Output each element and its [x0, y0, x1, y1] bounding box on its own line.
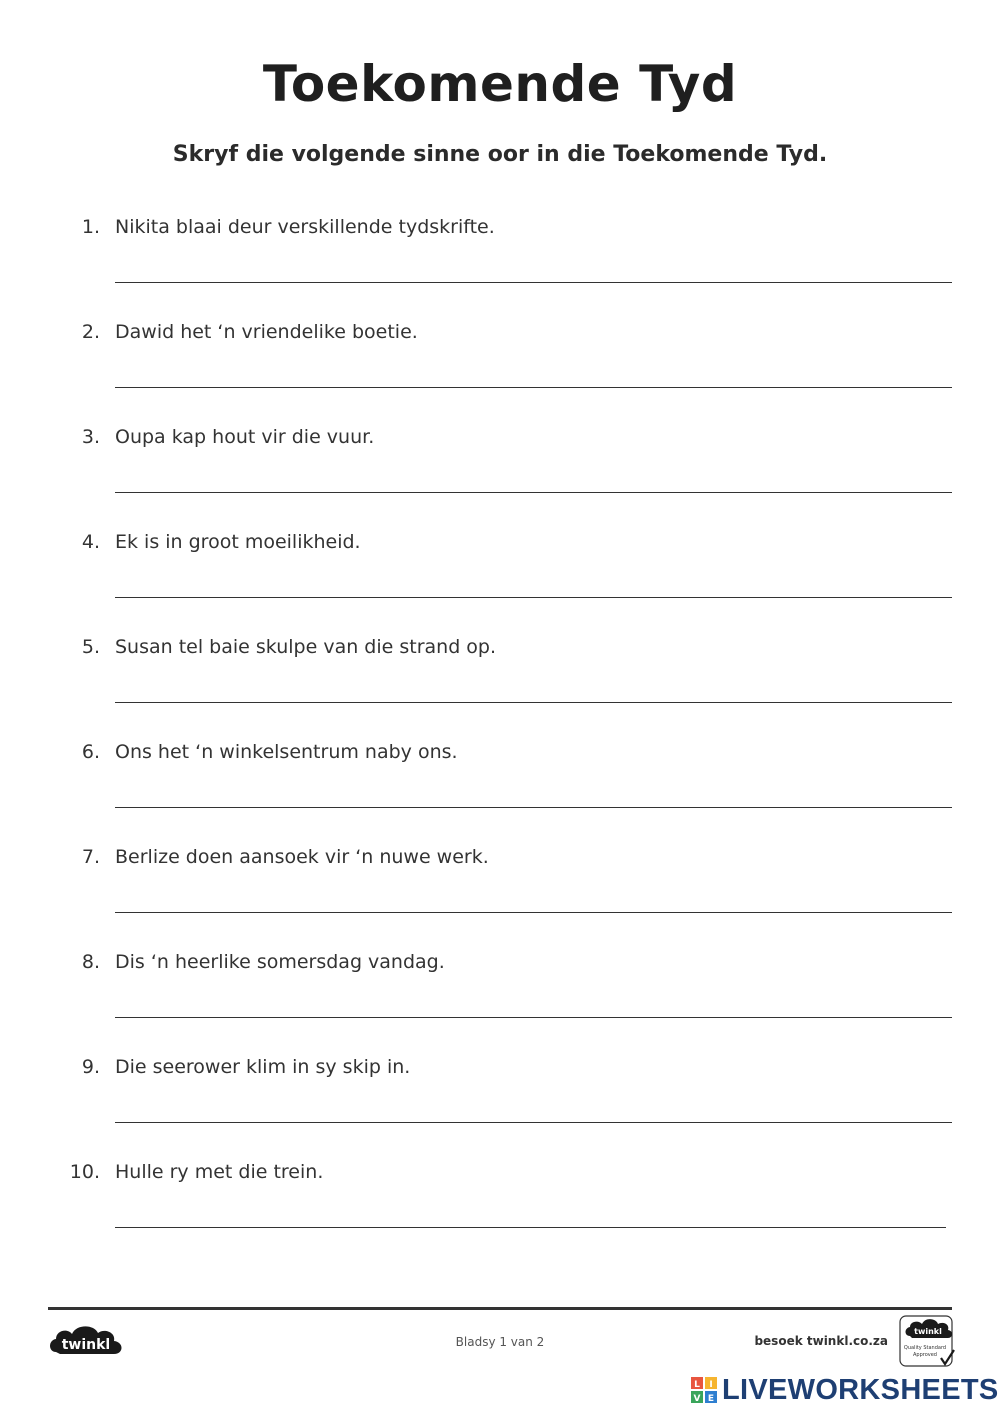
- question-number: 6.: [81, 741, 100, 763]
- question-item: [0, 633, 1000, 738]
- answer-line[interactable]: [115, 1017, 952, 1018]
- question-item: [0, 213, 1000, 318]
- question-item: [0, 1053, 1000, 1158]
- question-item: [0, 738, 1000, 843]
- question-item: [0, 318, 1000, 423]
- question-item: [0, 948, 1000, 1053]
- question-text: Dawid het ‘n vriendelike boetie.: [115, 321, 418, 343]
- answer-line[interactable]: [115, 387, 952, 388]
- quality-badge: [898, 1314, 956, 1370]
- question-item: [0, 528, 1000, 633]
- answer-line[interactable]: [115, 702, 952, 703]
- question-number: 2.: [81, 321, 100, 343]
- question-item: [0, 423, 1000, 528]
- twinkl-logo: [46, 1320, 126, 1362]
- page-title: Toekomende Tyd: [262, 55, 738, 113]
- question-text: Ek is in groot moeilikheid.: [115, 531, 361, 553]
- question-number: 8.: [81, 951, 100, 973]
- answer-line[interactable]: [115, 912, 952, 913]
- question-number: 9.: [81, 1056, 100, 1078]
- answer-line[interactable]: [115, 1122, 952, 1123]
- question-text: Hulle ry met die trein.: [115, 1161, 324, 1183]
- badge-brand: twinkl: [914, 1327, 942, 1336]
- question-text: Oupa kap hout vir die vuur.: [115, 426, 375, 448]
- svg-text:I: I: [709, 1380, 713, 1390]
- answer-line[interactable]: [115, 282, 952, 283]
- svg-text:L: L: [694, 1380, 700, 1390]
- answer-line[interactable]: [115, 597, 952, 598]
- answer-line[interactable]: [115, 1227, 946, 1228]
- question-text: Nikita blaai deur verskillende tydskrifte.: [115, 216, 495, 238]
- liveworksheets-text: LIVEWORKSHEETS: [722, 1373, 999, 1406]
- page-number: Bladsy 1 van 2: [455, 1335, 545, 1349]
- badge-line2: Approved: [913, 1352, 937, 1358]
- question-number: 5.: [81, 636, 100, 658]
- svg-text:E: E: [707, 1394, 715, 1404]
- question-text: Dis ‘n heerlike somersdag vandag.: [115, 951, 445, 973]
- badge-line1: Quality Standard: [903, 1345, 947, 1351]
- question-number: 3.: [81, 426, 100, 448]
- logo-text: twinkl: [61, 1337, 111, 1353]
- answer-line[interactable]: [115, 807, 952, 808]
- question-text: Ons het ‘n winkelsentrum naby ons.: [115, 741, 458, 763]
- footer-divider: [48, 1307, 952, 1310]
- question-number: 4.: [81, 531, 100, 553]
- question-text: Susan tel baie skulpe van die strand op.: [115, 636, 497, 658]
- instructions: Skryf die volgende sinne oor in die Toekomende Tyd.: [172, 142, 828, 167]
- question-text: Berlize doen aansoek vir ‘n nuwe werk.: [115, 846, 489, 868]
- question-number: 1.: [81, 216, 100, 238]
- question-text: Die seerower klim in sy skip in.: [115, 1056, 411, 1078]
- liveworksheets-icon: [690, 1376, 718, 1404]
- answer-line[interactable]: [115, 492, 952, 493]
- visit-link[interactable]: besoek twinkl.co.za: [754, 1334, 888, 1348]
- question-item: [0, 843, 1000, 948]
- svg-text:V: V: [693, 1394, 701, 1404]
- question-number: 10.: [69, 1161, 100, 1183]
- question-number: 7.: [81, 846, 100, 868]
- question-item: [0, 1158, 1000, 1263]
- liveworksheets-watermark: [690, 1373, 999, 1407]
